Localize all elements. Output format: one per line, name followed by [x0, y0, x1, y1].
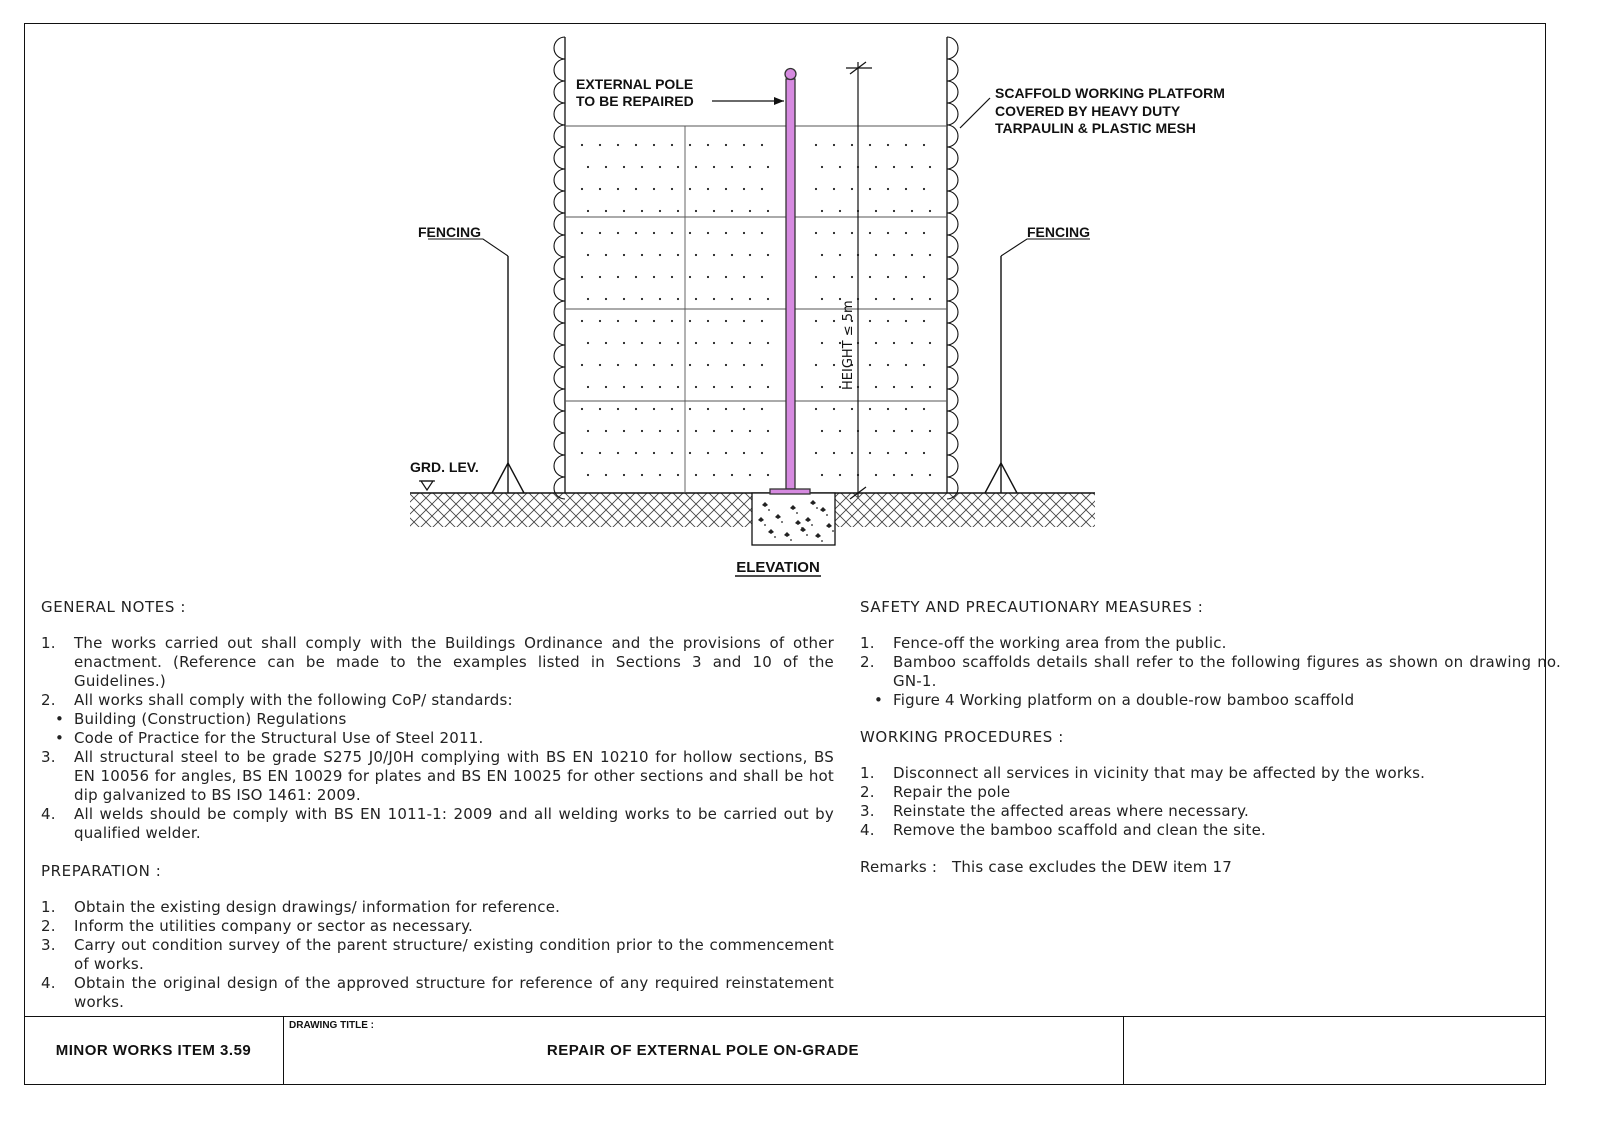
fencing-left [428, 239, 524, 493]
pole-label-line1: EXTERNAL POLE [576, 76, 694, 92]
safety-list [860, 634, 1561, 710]
note-bullet: • Code of Practice for the Structural Use of Steel 2011. [41, 729, 834, 748]
note-item [860, 783, 1561, 802]
note-number: 3. [41, 936, 56, 954]
note-number: 2. [41, 691, 56, 709]
remarks-text: This case excludes the DEW item 17 [951, 858, 1233, 876]
note-text: Bamboo scaffolds details shall refer to the following figures as shown on drawing no. GN-1. [893, 653, 1561, 690]
item-number: MINOR WORKS ITEM 3.59 [24, 1017, 284, 1084]
note-item [860, 821, 1561, 840]
note-number: 4. [41, 974, 56, 992]
note-text: Fence-off the working area from the public. [893, 634, 1227, 652]
preparation-heading: PREPARATION : [41, 862, 162, 880]
note-item [860, 764, 1561, 783]
note-number: 2. [860, 653, 875, 671]
scaffold-label-line2: COVERED BY HEAVY DUTY [995, 103, 1181, 119]
note-item [860, 634, 1561, 653]
note-text: Disconnect all services in vicinity that may be affected by the works. [893, 764, 1426, 782]
note-text: Carry out condition survey of the parent structure/ existing condition prior to the commencement of works. [74, 936, 834, 973]
height-dimension [846, 62, 872, 499]
external-pole [770, 69, 810, 495]
note-number: 1. [860, 764, 875, 782]
tarpaulin-edge-left [554, 37, 565, 499]
note-bullet: • Figure 4 Working platform on a double-row bamboo scaffold [860, 691, 1561, 710]
note-item [41, 936, 834, 974]
general-notes-heading: GENERAL NOTES : [41, 598, 187, 616]
general-notes-list [41, 634, 834, 843]
note-text: All structural steel to be grade S275 J0/J0H complying with BS EN 10210 for hollow sections, BS EN 10056 for angles, BS EN 10029 for plates and BS EN 10025 for other sections and shall be hot dip galvanized to BS ISO 1461: 2009. [74, 748, 834, 804]
note-text: Obtain the original design of the approved structure for reference of any required reinstatement works. [74, 974, 834, 1011]
note-number: 2. [860, 783, 875, 801]
note-number: 4. [41, 805, 56, 823]
note-text: Repair the pole [893, 783, 1011, 801]
scaffold-label-line3: TARPAULIN & PLASTIC MESH [995, 120, 1196, 136]
title-block [24, 1016, 1546, 1085]
note-item [41, 691, 834, 748]
safety-heading: SAFETY AND PRECAUTIONARY MEASURES : [860, 598, 1204, 616]
note-number: 1. [41, 634, 56, 652]
note-bullets [41, 710, 834, 748]
notes-left [41, 598, 834, 1012]
ground-level-label: GRD. LEV. [410, 459, 479, 475]
fencing-right [985, 239, 1090, 493]
drawing-title-cell [283, 1017, 1124, 1084]
working-procedures-heading: WORKING PROCEDURES : [860, 728, 1064, 746]
scaffold-label-line1: SCAFFOLD WORKING PLATFORM [995, 85, 1225, 101]
note-item [41, 917, 834, 936]
note-bullet: • Building (Construction) Regulations [41, 710, 834, 729]
note-text: Remove the bamboo scaffold and clean the site. [893, 821, 1266, 839]
drawing-title: REPAIR OF EXTERNAL POLE ON-GRADE [546, 1042, 860, 1059]
height-dimension-text: HEIGHT ≤ 5m [841, 300, 856, 390]
note-item [41, 805, 834, 843]
note-number: 1. [41, 898, 56, 916]
fencing-label-right: FENCING [1027, 224, 1090, 240]
note-text: The works carried out shall comply with the Buildings Ordinance and the provisions of other enactment. (Reference can be made to the examples listed in Sections 3 and 10 of the Guidelines.) [74, 634, 834, 690]
note-item [41, 974, 834, 1012]
note-item [41, 748, 834, 805]
remarks [860, 858, 1561, 877]
notes-right [860, 598, 1561, 877]
preparation-list [41, 898, 834, 1012]
note-number: 2. [41, 917, 56, 935]
pole-footing [752, 493, 835, 545]
ground-level-marker [419, 481, 435, 490]
remarks-label: Remarks : [860, 858, 938, 876]
fencing-label-left: FENCING [418, 224, 481, 240]
note-text: Obtain the existing design drawings/ information for reference. [74, 898, 561, 916]
pole-label-line2: TO BE REPAIRED [576, 93, 694, 109]
elevation-caption: ELEVATION [736, 559, 820, 576]
note-item [41, 898, 834, 917]
scaffold-label-leader [960, 98, 990, 128]
note-number: 1. [860, 634, 875, 652]
note-item [860, 653, 1561, 710]
note-text: All welds should be comply with BS EN 1011-1: 2009 and all welding works to be carried out by qualified welder. [74, 805, 834, 842]
drawing-title-caption: DRAWING TITLE : [289, 1020, 374, 1031]
note-text: Reinstate the affected areas where necessary. [893, 802, 1250, 820]
note-bullets [860, 691, 1561, 710]
note-text: Inform the utilities company or sector as necessary. [74, 917, 473, 935]
plastic-mesh-dots [581, 144, 931, 476]
title-block-right-cell [1124, 1017, 1544, 1084]
note-number: 4. [860, 821, 875, 839]
note-item [41, 634, 834, 691]
working-procedures-list [860, 764, 1561, 840]
pole-label-leader [712, 97, 784, 105]
note-number: 3. [860, 802, 875, 820]
tarpaulin-edge-right [947, 37, 958, 499]
note-number: 3. [41, 748, 56, 766]
note-text: All works shall comply with the following CoP/ standards: [74, 691, 513, 709]
note-item [860, 802, 1561, 821]
